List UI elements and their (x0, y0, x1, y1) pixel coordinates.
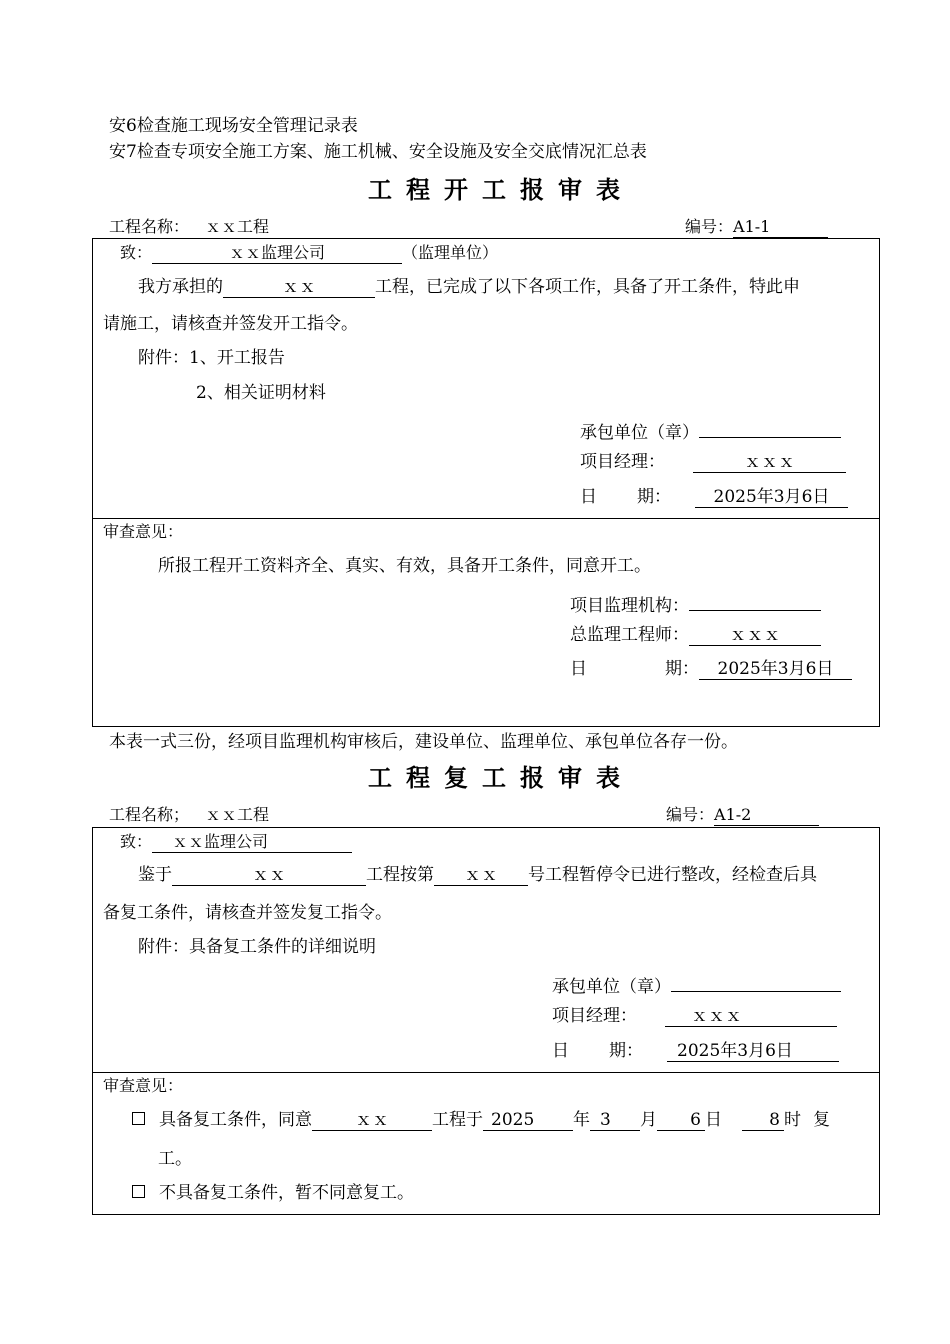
form2-body-value-2: ｘｘ (434, 865, 528, 886)
checkbox-agree[interactable] (132, 1112, 145, 1125)
form1-agency-line (689, 590, 821, 611)
form1-review-date-label-b: 期： (665, 659, 699, 679)
form1-to-suffix: （监理单位） (402, 243, 499, 262)
form2-opt1-year: 2025 (483, 1110, 573, 1131)
form2-title: 工程复工报审表 (368, 764, 634, 792)
form2-opt2-text: 不具备复工条件，暂不同意复工。 (159, 1183, 414, 1203)
form1-to-value: ｘｘ监理公司 (152, 243, 402, 264)
form1-chief-label: 总监理工程师： (570, 625, 689, 645)
form2-contractor-label: 承包单位（章） (552, 977, 671, 997)
form1-review-date-row (570, 658, 852, 680)
form2-opt1-year-unit: 年 (573, 1110, 590, 1130)
form2-to-value: ｘｘ监理公司 (152, 832, 352, 853)
form2-manager-label: 项目经理： (552, 1006, 637, 1026)
form2-opt1-month: 3 (590, 1110, 640, 1131)
form2-to-label: 致： (120, 832, 153, 851)
form1-contractor-row (580, 417, 841, 444)
form1-attach-2: 2、相关证明材料 (196, 383, 326, 403)
form1-number-row (685, 216, 828, 238)
form1-number-value: A1-1 (733, 217, 828, 238)
form1-review-date-label-a: 日 (570, 659, 587, 679)
form2-contractor-line (671, 971, 841, 992)
form1-manager-row (580, 451, 846, 473)
header-line-2: 安7检查专项安全施工方案、施工机械、安全设施及安全交底情况汇总表 (109, 142, 647, 162)
form2-body-prefix: 鉴于 (138, 865, 172, 885)
form2-project-row (109, 804, 269, 826)
form2-opt1-month-unit: 月 (640, 1110, 657, 1130)
form2-to-row (120, 831, 352, 853)
form1-divider (92, 518, 880, 519)
form1-body-row (138, 276, 800, 298)
form1-title: 工程开工报审表 (368, 176, 634, 204)
form1-agency-label: 项目监理机构： (570, 596, 689, 616)
form2-opt1-hour-unit: 时 (784, 1110, 801, 1130)
form2-project-label: 工程名称； (109, 805, 190, 824)
form2-project-value: ｘｘ工程 (205, 805, 270, 824)
form2-date-label-b: 期： (609, 1041, 643, 1061)
form2-date-label-a: 日 (552, 1041, 569, 1061)
form1-table (92, 238, 880, 727)
form2-opt1-day: 6 (657, 1110, 705, 1131)
form1-attach-1: 附件：1、开工报告 (138, 348, 285, 368)
header-line-1: 安6检查施工现场安全管理记录表 (109, 116, 358, 136)
form2-manager-value: ｘｘｘ (665, 1006, 837, 1027)
form1-project-label: 工程名称： (109, 217, 190, 236)
form1-to-label: 致： (120, 243, 153, 262)
form1-body-suffix: 工程，已完成了以下各项工作，具备了开工条件，特此申 (375, 277, 800, 297)
form1-manager-value: ｘｘｘ (693, 452, 846, 473)
form2-body-value-1: ｘｘ (172, 865, 366, 886)
form1-chief-row (570, 624, 821, 646)
form1-date-label-a: 日 (580, 487, 597, 507)
form2-manager-row (552, 1005, 837, 1027)
form2-option-2 (132, 1182, 414, 1204)
form1-body-prefix: 我方承担的 (138, 277, 223, 297)
form2-opt1-day-unit: 日 (705, 1110, 722, 1130)
form1-date-label-b: 期： (637, 487, 671, 507)
form2-contractor-row (552, 971, 841, 998)
form1-project-row (109, 216, 269, 238)
form2-opt1-mid: 工程于 (432, 1110, 483, 1130)
form1-review-text: 所报工程开工资料齐全、真实、有效，具备开工条件，同意开工。 (158, 556, 651, 576)
form2-body-row (138, 864, 817, 886)
form2-divider (92, 1072, 880, 1073)
form1-project-value: ｘｘ工程 (205, 217, 270, 236)
form1-review-label: 审查意见： (103, 522, 184, 541)
form1-body-line2: 请施工，请核查并签发开工指令。 (103, 314, 358, 334)
form2-date-row (552, 1040, 839, 1062)
form1-to-row (120, 242, 498, 264)
form1-footnote: 本表一式三份，经项目监理机构审核后，建设单位、监理单位、承包单位各存一份。 (109, 732, 738, 752)
form2-option-1 (132, 1109, 830, 1131)
form2-opt1-prefix: 具备复工条件，同意 (159, 1110, 312, 1130)
checkbox-disagree[interactable] (132, 1185, 145, 1198)
form1-body-value: ｘｘ (223, 277, 375, 298)
form1-chief-value: ｘｘｘ (689, 625, 821, 646)
form1-manager-label: 项目经理： (580, 452, 665, 472)
form2-date-value: 2025年3月6日 (667, 1041, 839, 1062)
form2-opt1-end: 复 (813, 1110, 830, 1130)
form1-number-label: 编号： (685, 217, 734, 236)
form1-contractor-line (699, 417, 841, 438)
form1-agency-row (570, 590, 821, 617)
form2-body-mid: 工程按第 (366, 865, 434, 885)
form2-number-value: A1-2 (714, 805, 819, 826)
form2-body-suffix: 号工程暂停令已进行整改，经检查后具 (528, 865, 817, 885)
form2-number-row (666, 804, 819, 826)
form1-date-row (580, 486, 848, 508)
form1-review-date-value: 2025年3月6日 (699, 659, 852, 680)
form2-opt1-line2: 工。 (158, 1149, 192, 1169)
form1-date-value: 2025年3月6日 (695, 487, 848, 508)
form2-opt1-hour: 8 (742, 1110, 784, 1131)
form2-review-label: 审查意见： (103, 1076, 184, 1095)
form2-body-line2: 备复工条件，请核查并签发复工指令。 (103, 903, 392, 923)
form1-contractor-label: 承包单位（章） (580, 423, 699, 443)
form2-attach: 附件：具备复工条件的详细说明 (138, 937, 376, 957)
form2-opt1-project: ｘｘ (312, 1110, 432, 1131)
form2-number-label: 编号： (666, 805, 715, 824)
